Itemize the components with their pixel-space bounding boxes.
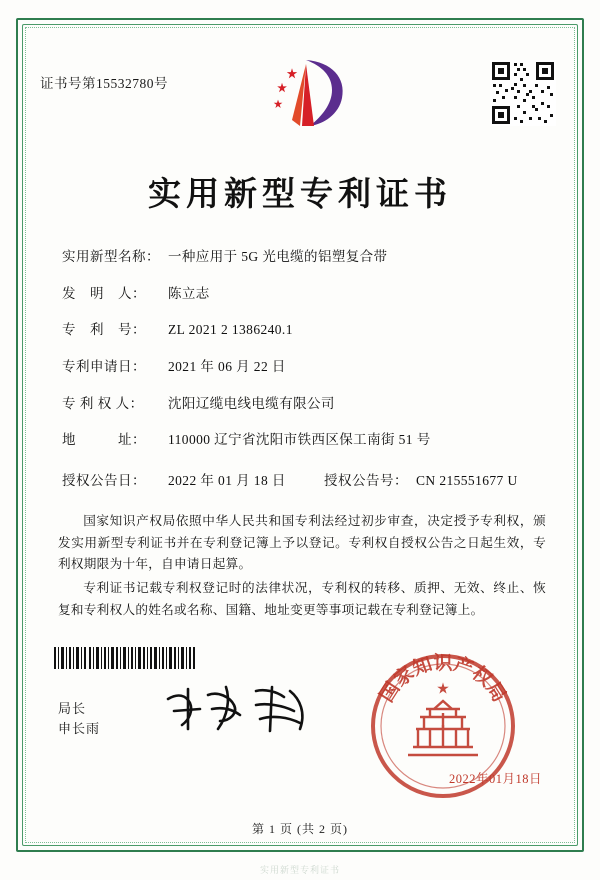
- field-value: 2021 年 06 月 22 日: [168, 359, 286, 375]
- paragraph-grant-statement: 国家知识产权局依照中华人民共和国专利法经过初步审查，决定授予专利权，颁发实用新型专利证书并在专利登记簿上予以登记。专利权自授权公告之日起生效，专利权期限为十年，自申请日起算。: [58, 514, 546, 572]
- field-label: 专 利 号：: [62, 322, 146, 338]
- field-label: 授权公告日：: [62, 473, 146, 489]
- header-row: [40, 40, 560, 150]
- handwritten-signature-icon: [160, 679, 320, 739]
- field-value: 2022 年 01 月 18 日: [168, 473, 286, 489]
- footer-watermark-text: 实用新型专利证书: [259, 865, 340, 875]
- barcode-icon: [54, 647, 196, 669]
- paragraph-register-statement: 专利证书记载专利权登记时的法律状况，专利权的转移、质押、无效、终止、恢复和专利权人的姓名或名称、国籍、地址变更等事项记载在专利登记簿上。: [58, 581, 546, 617]
- field-label: 专 利 权 人：: [62, 395, 144, 411]
- field-patent-number: [62, 322, 548, 338]
- field-label: 授权公告号：: [324, 473, 408, 489]
- field-label: 发 明 人：: [62, 285, 146, 301]
- field-label: 地 址：: [62, 432, 146, 448]
- page-title: 实用新型专利证书: [148, 177, 452, 213]
- field-value: 一种应用于 5G 光电缆的铝塑复合带: [168, 249, 388, 264]
- patent-office-logo-icon: [262, 54, 352, 134]
- field-value: CN 215551677 U: [416, 473, 518, 489]
- signatory-name: 申长雨: [58, 721, 101, 737]
- signatory-title: 局长: [58, 701, 87, 716]
- field-utility-model-name: [62, 249, 548, 265]
- field-label: 实用新型名称：: [62, 249, 160, 264]
- field-list: [62, 249, 548, 489]
- field-inventor: [62, 286, 548, 302]
- field-application-date: [62, 359, 548, 375]
- certificate-content: [40, 40, 560, 835]
- field-grant-date: [62, 469, 324, 489]
- legal-paragraphs: [58, 511, 546, 621]
- field-row-grant: [62, 469, 548, 489]
- field-value: 沈阳辽缆电线电缆有限公司: [168, 395, 335, 411]
- field-label: 专利申请日：: [62, 359, 146, 375]
- page-number: 第 1 页 (共 2 页): [252, 822, 348, 836]
- footer-area: [40, 641, 560, 836]
- field-value: 陈立志: [168, 285, 210, 301]
- field-patentee: [62, 396, 548, 412]
- field-value: 110000 辽宁省沈阳市铁西区保工南街 51 号: [168, 432, 431, 448]
- certificate-number: 证书号第15532780号: [40, 76, 168, 91]
- field-address: [62, 432, 548, 448]
- qr-code-icon: [490, 60, 556, 126]
- field-value: ZL 2021 2 1386240.1: [168, 322, 293, 338]
- signatory-block: [58, 699, 100, 739]
- svg-text:国家知识产权局: 国家知识产权局: [376, 653, 510, 707]
- seal-date: 2022年01月18日: [448, 772, 542, 786]
- field-grant-number: [324, 469, 548, 489]
